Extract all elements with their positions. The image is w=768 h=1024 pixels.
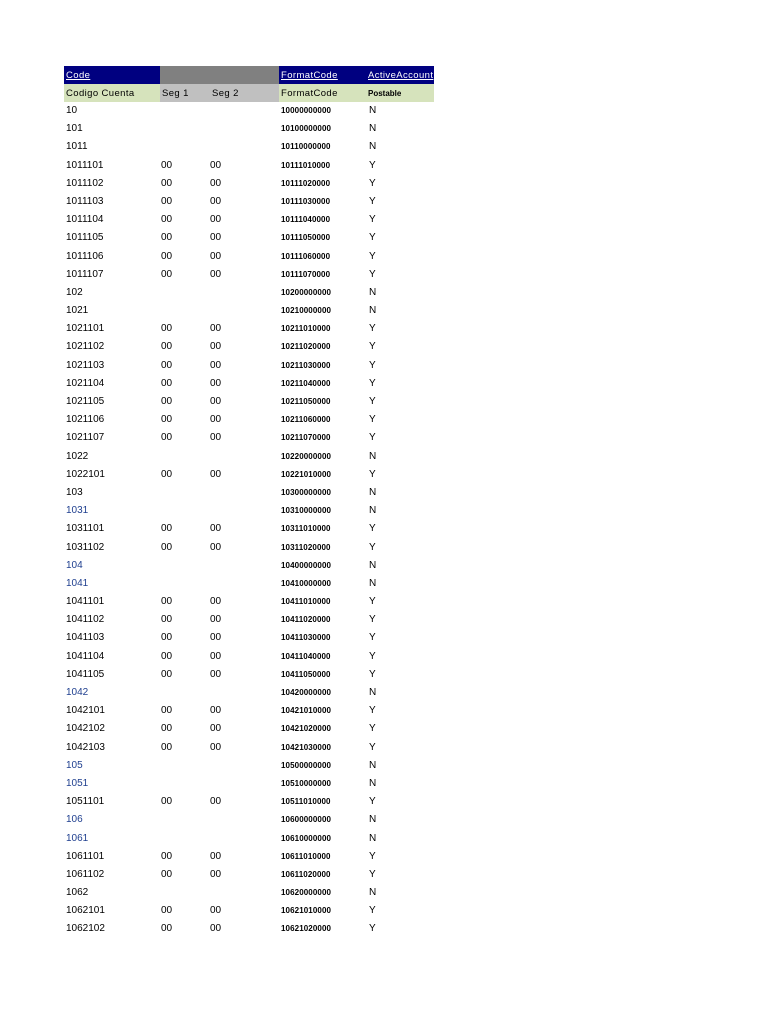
format-code-cell: 10621010000: [281, 906, 332, 916]
seg1-cell: 00: [161, 632, 173, 644]
table-row: [64, 248, 434, 266]
format-code-cell: 10111060000: [281, 251, 331, 261]
active-cell: Y: [369, 723, 376, 735]
table-row: [64, 229, 434, 247]
format-code-cell: 10611020000: [281, 869, 331, 879]
header-code-link[interactable]: Code: [64, 66, 160, 84]
code-cell: 1011: [66, 141, 88, 153]
code-cell: 1041101: [66, 596, 105, 608]
table-row: [64, 757, 434, 775]
code-cell: 1061: [66, 832, 89, 844]
seg2-cell: 00: [210, 596, 222, 608]
seg1-cell: 00: [161, 523, 173, 535]
table-row: [64, 357, 434, 375]
format-code-cell: 10310000000: [281, 506, 332, 516]
table-row: [64, 102, 434, 120]
format-code-cell: 10110000000: [281, 142, 331, 152]
format-code-cell: 10610000000: [281, 833, 332, 843]
seg2-cell: 00: [210, 850, 222, 862]
code-cell: 102: [66, 286, 83, 298]
format-code-cell: 10211010000: [281, 324, 331, 334]
code-cell: 105: [66, 759, 83, 771]
code-cell: 1011103: [66, 195, 104, 207]
code-cell: 1041: [66, 577, 89, 589]
seg2-cell: 00: [210, 468, 222, 480]
active-cell: Y: [369, 868, 376, 880]
table-row: [64, 775, 434, 793]
active-cell: Y: [369, 614, 376, 626]
format-code-cell: 10420000000: [281, 688, 332, 697]
table-row: [64, 884, 434, 902]
table-row: [64, 720, 434, 738]
code-cell: 1011104: [66, 214, 104, 226]
table-row: [64, 266, 434, 284]
table-row: [64, 502, 434, 520]
active-cell: Y: [369, 850, 376, 862]
code-cell: 106: [66, 814, 83, 826]
seg1-cell: 00: [161, 668, 173, 680]
active-cell: Y: [369, 268, 376, 280]
active-cell: Y: [369, 905, 376, 917]
active-cell: Y: [369, 359, 376, 371]
table-row: [64, 811, 434, 829]
active-cell: Y: [369, 232, 376, 244]
format-code-cell: 10000000000: [281, 106, 332, 115]
table-row: [64, 611, 434, 629]
format-code-cell: 10221010000: [281, 469, 332, 479]
seg2-cell: 00: [210, 705, 222, 717]
seg2-cell: 00: [210, 195, 222, 207]
seg1-cell: 00: [161, 323, 173, 335]
seg1-cell: 00: [161, 177, 173, 189]
format-code-cell: 10311020000: [281, 542, 331, 552]
seg2-cell: 00: [210, 396, 222, 407]
table-row: [64, 411, 434, 429]
active-cell: Y: [369, 195, 376, 207]
seg1-cell: 00: [161, 741, 173, 753]
seg1-cell: 00: [161, 541, 173, 553]
code-cell: 1011101: [66, 159, 104, 171]
code-cell: 1022101: [66, 468, 105, 480]
code-cell: 1051: [66, 777, 89, 789]
code-cell: 1062101: [66, 905, 105, 917]
active-cell: Y: [369, 741, 376, 753]
active-cell: Y: [369, 468, 376, 480]
seg1-cell: 00: [161, 614, 173, 626]
table-row: [64, 920, 434, 938]
seg1-cell: 00: [161, 650, 173, 662]
seg1-cell: 00: [161, 341, 173, 353]
active-cell: Y: [369, 396, 376, 407]
active-cell: Y: [369, 432, 376, 444]
format-code-cell: 10311010000: [281, 524, 331, 534]
table-row: [64, 702, 434, 720]
seg1-cell: 00: [161, 850, 173, 862]
format-code-cell: 10611010000: [281, 851, 331, 861]
seg2-cell: 00: [210, 905, 222, 917]
seg1-cell: 00: [161, 796, 173, 808]
format-code-cell: 10510000000: [281, 778, 332, 788]
header-format-code-link[interactable]: FormatCode: [279, 66, 366, 84]
active-cell: Y: [369, 668, 376, 680]
format-code-cell: 10211040000: [281, 378, 331, 388]
active-cell: N: [369, 887, 377, 899]
code-cell: 1042103: [66, 741, 105, 753]
seg2-cell: 00: [210, 341, 222, 353]
seg1-cell: 00: [161, 195, 173, 207]
code-cell: 1021105: [66, 396, 105, 407]
table-row: [64, 120, 434, 138]
table-row: [64, 284, 434, 302]
code-cell: 1051101: [66, 796, 105, 808]
active-cell: Y: [369, 159, 376, 171]
table-row: [64, 793, 434, 811]
table-row: [64, 539, 434, 557]
table-row: [64, 830, 434, 848]
seg1-cell: 00: [161, 232, 173, 244]
table-row: [64, 629, 434, 647]
seg1-cell: 00: [161, 596, 173, 608]
active-cell: N: [369, 832, 377, 844]
active-cell: N: [369, 759, 377, 771]
code-cell: 1061102: [66, 868, 105, 880]
code-cell: 1062102: [66, 923, 105, 935]
table-row: [64, 302, 434, 320]
active-cell: Y: [369, 632, 376, 644]
format-code-cell: 10210000000: [281, 306, 332, 316]
code-cell: 101: [66, 123, 83, 135]
format-code-cell: 10300000000: [281, 487, 332, 497]
seg1-cell: 00: [161, 432, 173, 444]
format-code-cell: 10211050000: [281, 397, 331, 406]
seg2-cell: 00: [210, 250, 222, 262]
table-row: [64, 520, 434, 538]
seg1-cell: 00: [161, 159, 173, 171]
header-row-1: [64, 66, 434, 84]
code-cell: 1021106: [66, 414, 105, 426]
table-row: [64, 138, 434, 156]
format-code-cell: 10211020000: [281, 342, 331, 352]
seg1-cell: 00: [161, 468, 173, 480]
seg1-cell: 00: [161, 723, 173, 735]
table-row: [64, 338, 434, 356]
seg1-cell: 00: [161, 868, 173, 880]
seg2-cell: 00: [210, 232, 222, 244]
header-postable: Postable: [366, 84, 434, 102]
code-cell: 103: [66, 486, 83, 498]
active-cell: Y: [369, 377, 376, 389]
active-cell: Y: [369, 341, 376, 353]
code-cell: 1011102: [66, 177, 104, 189]
table-row: [64, 684, 434, 702]
active-cell: Y: [369, 323, 376, 335]
seg2-cell: 00: [210, 796, 222, 808]
header-seg1: Seg 1: [160, 84, 210, 102]
seg1-cell: 00: [161, 250, 173, 262]
table-row: [64, 902, 434, 920]
format-code-cell: 10220000000: [281, 451, 332, 461]
active-cell: Y: [369, 523, 376, 535]
active-cell: Y: [369, 250, 376, 262]
format-code-cell: 10211030000: [281, 360, 331, 370]
active-cell: N: [369, 486, 377, 498]
format-code-cell: 10511010000: [281, 797, 331, 807]
active-cell: Y: [369, 923, 376, 935]
table-row: [64, 448, 434, 466]
seg2-cell: 00: [210, 414, 222, 426]
seg2-cell: 00: [210, 868, 222, 880]
active-cell: N: [369, 505, 377, 517]
active-cell: N: [369, 305, 377, 317]
active-cell: N: [369, 559, 377, 571]
active-cell: Y: [369, 705, 376, 717]
seg2-cell: 00: [210, 177, 222, 189]
seg2-cell: 00: [210, 650, 222, 662]
format-code-cell: 10211070000: [281, 433, 331, 443]
seg2-cell: 00: [210, 359, 222, 371]
active-cell: N: [369, 105, 377, 116]
code-cell: 1031102: [66, 541, 105, 553]
code-cell: 1041105: [66, 668, 105, 680]
table-row: [64, 593, 434, 611]
seg2-cell: 00: [210, 668, 222, 680]
code-cell: 1041102: [66, 614, 105, 626]
table-row: [64, 575, 434, 593]
code-cell: 1011107: [66, 268, 104, 280]
code-cell: 1022: [66, 450, 89, 462]
active-cell: Y: [369, 596, 376, 608]
active-cell: N: [369, 777, 377, 789]
seg2-cell: 00: [210, 541, 222, 553]
format-code-cell: 10410000000: [281, 578, 332, 588]
header-row-2: [64, 84, 434, 102]
code-cell: 1031101: [66, 523, 105, 535]
seg1-cell: 00: [161, 923, 173, 935]
format-code-cell: 10620000000: [281, 888, 332, 898]
header-blank-cell: [160, 66, 279, 84]
code-cell: 1021102: [66, 341, 105, 353]
active-cell: N: [369, 577, 377, 589]
active-cell: Y: [369, 214, 376, 226]
seg2-cell: 00: [210, 377, 222, 389]
format-code-cell: 10111050000: [281, 233, 331, 243]
code-cell: 1011106: [66, 250, 104, 262]
code-cell: 1042: [66, 687, 89, 698]
format-code-cell: 10111010000: [281, 160, 331, 170]
table-row: [64, 466, 434, 484]
code-cell: 1041104: [66, 650, 105, 662]
code-cell: 1031: [66, 505, 89, 517]
format-code-cell: 10111030000: [281, 196, 331, 206]
table-row: [64, 848, 434, 866]
seg2-cell: 00: [210, 723, 222, 735]
table-row: [64, 429, 434, 447]
code-cell: 1021101: [66, 323, 105, 335]
table-row: [64, 666, 434, 684]
format-code-cell: 10600000000: [281, 815, 332, 825]
table-row: [64, 557, 434, 575]
code-cell: 1011105: [66, 232, 104, 244]
seg2-cell: 00: [210, 523, 222, 535]
seg2-cell: 00: [210, 741, 222, 753]
format-code-cell: 10411050000: [281, 669, 331, 679]
format-code-cell: 10421010000: [281, 706, 332, 716]
seg1-cell: 00: [161, 396, 173, 407]
format-code-cell: 10411030000: [281, 633, 331, 643]
table-row: [64, 320, 434, 338]
active-cell: N: [369, 687, 377, 698]
active-cell: Y: [369, 650, 376, 662]
table-row: [64, 175, 434, 193]
format-code-cell: 10400000000: [281, 560, 332, 570]
active-cell: Y: [369, 414, 376, 426]
header-active-account-link[interactable]: ActiveAccount: [366, 66, 434, 84]
table-row: [64, 375, 434, 393]
seg1-cell: 00: [161, 214, 173, 226]
code-cell: 1042101: [66, 705, 105, 717]
seg2-cell: 00: [210, 614, 222, 626]
seg1-cell: 00: [161, 377, 173, 389]
format-code-cell: 10621020000: [281, 924, 332, 934]
active-cell: N: [369, 141, 377, 153]
seg1-cell: 00: [161, 268, 173, 280]
table-row: [64, 866, 434, 884]
format-code-cell: 10411010000: [281, 597, 331, 607]
seg1-cell: 00: [161, 905, 173, 917]
format-code-cell: 10411020000: [281, 615, 331, 625]
code-cell: 1021103: [66, 359, 105, 371]
format-code-cell: 10411040000: [281, 651, 331, 661]
format-code-cell: 10200000000: [281, 287, 332, 297]
header-seg2: Seg 2: [210, 84, 279, 102]
active-cell: Y: [369, 541, 376, 553]
code-cell: 1061101: [66, 850, 105, 862]
code-cell: 1021104: [66, 377, 105, 389]
seg2-cell: 00: [210, 268, 222, 280]
seg1-cell: 00: [161, 705, 173, 717]
code-cell: 1062: [66, 887, 89, 899]
active-cell: Y: [369, 796, 376, 808]
seg2-cell: 00: [210, 214, 222, 226]
table-row: [64, 211, 434, 229]
header-format-code: FormatCode: [279, 84, 366, 102]
table-row: [64, 157, 434, 175]
header-codigo-cuenta: Codigo Cuenta: [64, 84, 160, 102]
code-cell: 10: [66, 105, 78, 116]
format-code-cell: 10211060000: [281, 415, 331, 425]
seg2-cell: 00: [210, 159, 222, 171]
table-row: [64, 648, 434, 666]
code-cell: 104: [66, 559, 83, 571]
code-cell: 1041103: [66, 632, 105, 644]
format-code-cell: 10100000000: [281, 124, 332, 134]
table-row: [64, 739, 434, 757]
spreadsheet: [64, 66, 434, 939]
active-cell: N: [369, 123, 377, 135]
format-code-cell: 10111020000: [281, 178, 331, 188]
format-code-cell: 10500000000: [281, 760, 332, 770]
format-code-cell: 10111070000: [281, 269, 331, 279]
seg2-cell: 00: [210, 632, 222, 644]
active-cell: N: [369, 450, 377, 462]
format-code-cell: 10421030000: [281, 742, 332, 752]
data-rows: [64, 102, 434, 939]
code-cell: 1021: [66, 305, 89, 317]
active-cell: Y: [369, 177, 376, 189]
code-cell: 1042102: [66, 723, 105, 735]
seg2-cell: 00: [210, 323, 222, 335]
table-row: [64, 193, 434, 211]
seg1-cell: 00: [161, 414, 173, 426]
seg2-cell: 00: [210, 432, 222, 444]
active-cell: N: [369, 286, 377, 298]
table-row: [64, 484, 434, 502]
table-row: [64, 393, 434, 411]
code-cell: 1021107: [66, 432, 105, 444]
active-cell: N: [369, 814, 377, 826]
seg1-cell: 00: [161, 359, 173, 371]
format-code-cell: 10421020000: [281, 724, 332, 734]
format-code-cell: 10111040000: [281, 215, 331, 225]
seg2-cell: 00: [210, 923, 222, 935]
